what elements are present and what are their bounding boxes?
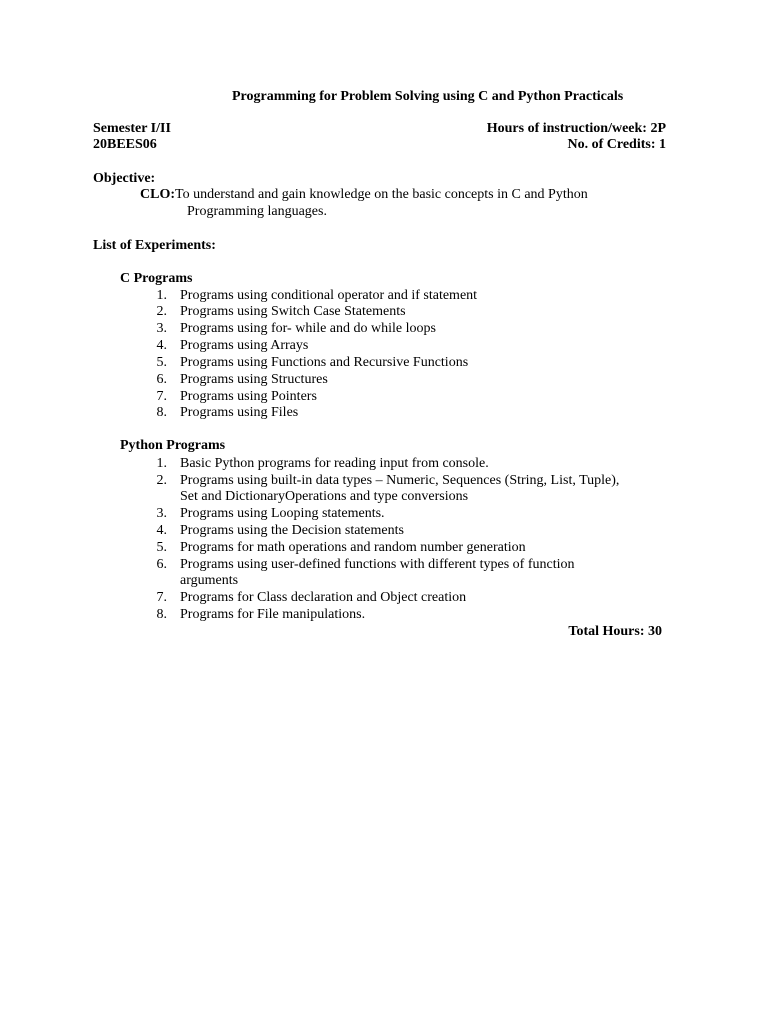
python-programs-heading: Python Programs xyxy=(120,438,226,453)
course-code: 20BEES06 xyxy=(93,137,157,152)
list-text: Programs using Functions and Recursive Functions xyxy=(180,355,469,370)
list-text: Programs using user-defined functions with different types of function xyxy=(180,557,575,572)
list-number: 4. xyxy=(156,523,167,538)
list-text: Programs for Class declaration and Object creation xyxy=(180,590,467,605)
credits-label: No. of Credits: 1 xyxy=(567,137,666,152)
list-number: 1. xyxy=(156,456,167,471)
list-number: 6. xyxy=(156,372,167,387)
list-text: Programs for math operations and random number generation xyxy=(180,540,526,555)
list-number: 5. xyxy=(156,540,167,555)
list-text: Programs using for- while and do while loops xyxy=(180,321,436,336)
c-programs-heading: C Programs xyxy=(120,271,193,286)
list-text: Programs using Arrays xyxy=(180,338,309,353)
list-number: 5. xyxy=(156,355,167,370)
list-text: Programs using Files xyxy=(180,405,299,420)
list-text: Programs using built-in data types – Numeric, Sequences (String, List, Tuple), xyxy=(180,473,620,488)
hours-label: Hours of instruction/week: 2P xyxy=(486,121,666,136)
list-number: 8. xyxy=(156,405,167,420)
objective-heading: Objective: xyxy=(93,171,156,186)
clo-line-2: Programming languages. xyxy=(187,204,327,219)
list-text-continued: Set and DictionaryOperations and type conversions xyxy=(180,489,469,504)
list-number: 8. xyxy=(156,607,167,622)
list-number: 3. xyxy=(156,506,167,521)
list-number: 2. xyxy=(156,304,167,319)
clo-line-1 xyxy=(140,186,588,203)
total-hours: Total Hours: 30 xyxy=(568,624,662,639)
experiments-heading: List of Experiments: xyxy=(93,238,216,253)
list-number: 6. xyxy=(156,557,167,572)
list-text-continued: arguments xyxy=(180,573,239,588)
list-text: Programs using Looping statements. xyxy=(180,506,385,521)
list-number: 3. xyxy=(156,321,167,336)
clo-text-1: To understand and gain knowledge on the basic concepts in C and Python xyxy=(175,187,588,202)
list-number: 1. xyxy=(156,288,167,303)
list-number: 2. xyxy=(156,473,167,488)
page-title: Programming for Problem Solving using C and Python Practicals xyxy=(232,89,624,104)
semester-label: Semester I/II xyxy=(93,121,171,136)
list-text: Programs using Pointers xyxy=(180,389,317,404)
list-text: Programs using conditional operator and if statement xyxy=(180,288,478,303)
list-text: Programs using Switch Case Statements xyxy=(180,304,406,319)
list-text: Programs for File manipulations. xyxy=(180,607,366,622)
clo-label: CLO: xyxy=(140,187,175,202)
list-text: Basic Python programs for reading input from console. xyxy=(180,456,489,471)
list-number: 7. xyxy=(156,590,167,605)
list-text: Programs using the Decision statements xyxy=(180,523,404,538)
list-number: 4. xyxy=(156,338,167,353)
list-number: 7. xyxy=(156,389,167,404)
list-text: Programs using Structures xyxy=(180,372,328,387)
